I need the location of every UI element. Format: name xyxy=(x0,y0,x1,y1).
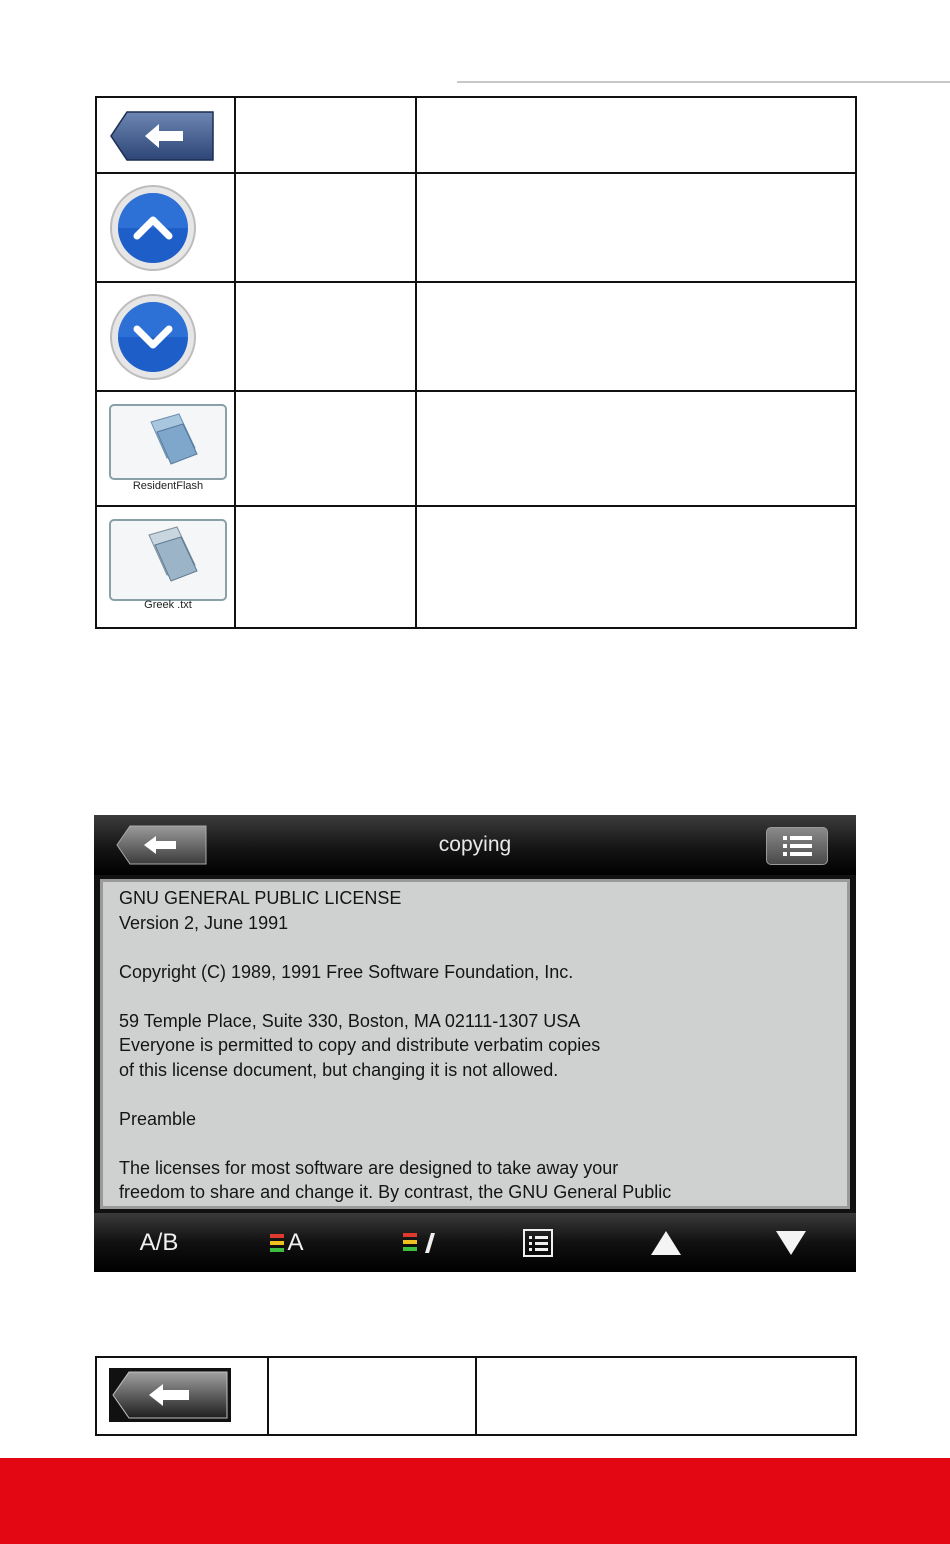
icon-table-1 xyxy=(95,96,857,629)
name-cell xyxy=(235,506,416,628)
file-caption: Greek .txt xyxy=(144,599,192,611)
text-line: Copyright (C) 1989, 1991 Free Software Foundation, Inc. xyxy=(119,961,574,982)
page-up-icon xyxy=(649,1229,683,1257)
description-cell xyxy=(416,391,856,506)
icon-table-2 xyxy=(95,1356,857,1436)
blank-line xyxy=(119,984,839,1009)
description-cell xyxy=(416,282,856,391)
document-view[interactable] xyxy=(100,879,850,1209)
description-cell xyxy=(416,506,856,628)
name-cell xyxy=(235,282,416,391)
icon-cell xyxy=(96,97,235,173)
name-cell xyxy=(235,97,416,173)
highlight-color-icon xyxy=(399,1231,439,1255)
document-text xyxy=(119,886,839,1205)
back-arrow-icon[interactable] xyxy=(109,110,215,162)
icon-cell xyxy=(96,506,235,628)
font-color-icon xyxy=(270,1232,284,1254)
page-up-button[interactable] xyxy=(621,1213,711,1272)
text-reader-screen xyxy=(94,815,856,1272)
list-icon xyxy=(767,828,827,864)
icon-cell xyxy=(96,1357,268,1435)
blank-line xyxy=(119,1082,839,1107)
page-down-icon xyxy=(774,1229,808,1257)
name-cell xyxy=(235,391,416,506)
table-row xyxy=(96,282,856,391)
text-line: Version 2, June 1991 xyxy=(119,912,289,933)
icon-cell xyxy=(96,173,235,282)
file-caption: ResidentFlash xyxy=(132,480,204,492)
description-cell xyxy=(416,173,856,282)
ab-repeat-button[interactable] xyxy=(114,1213,204,1272)
font-color-button[interactable] xyxy=(242,1213,332,1272)
text-line: The licenses for most software are designed to take away your xyxy=(119,1157,619,1178)
text-line: Everyone is permitted to copy and distribute verbatim copies xyxy=(119,1035,601,1055)
back-arrow-icon[interactable] xyxy=(109,1368,231,1422)
blank-line xyxy=(119,1131,839,1156)
screen-title: copying xyxy=(438,833,512,856)
scroll-up-icon[interactable] xyxy=(109,184,197,272)
text-line: Preamble xyxy=(119,1108,197,1129)
text-line: freedom to share and change it. By contrast, the GNU General Public xyxy=(119,1182,672,1202)
bookmark-list-icon xyxy=(522,1228,556,1258)
name-cell xyxy=(268,1357,476,1435)
icon-cell xyxy=(96,282,235,391)
page-down-button[interactable] xyxy=(746,1213,836,1272)
description-cell xyxy=(416,97,856,173)
table-row xyxy=(96,97,856,173)
table-row xyxy=(96,506,856,628)
table-row xyxy=(96,1357,856,1435)
bottom-toolbar xyxy=(94,1213,856,1272)
highlight-color-button[interactable] xyxy=(374,1213,464,1272)
scroll-down-icon[interactable] xyxy=(109,293,197,381)
font-color-label: A xyxy=(287,1228,304,1256)
bookmark-list-button[interactable] xyxy=(494,1213,584,1272)
text-line: GNU GENERAL PUBLIC LICENSE xyxy=(119,888,402,908)
table-row xyxy=(96,173,856,282)
title-bar xyxy=(94,815,856,875)
description-cell xyxy=(476,1357,856,1435)
table-row xyxy=(96,391,856,506)
footer-bar xyxy=(0,1458,950,1544)
ab-label: A/B xyxy=(139,1228,179,1256)
text-line: of this license document, but changing it is not allowed. xyxy=(119,1059,559,1080)
name-cell xyxy=(235,173,416,282)
text-line: 59 Temple Place, Suite 330, Boston, MA 02111-1307 USA xyxy=(119,1010,581,1031)
menu-button[interactable] xyxy=(766,827,828,865)
header-rule xyxy=(457,81,950,83)
icon-cell xyxy=(96,391,235,506)
blank-line xyxy=(119,935,839,960)
